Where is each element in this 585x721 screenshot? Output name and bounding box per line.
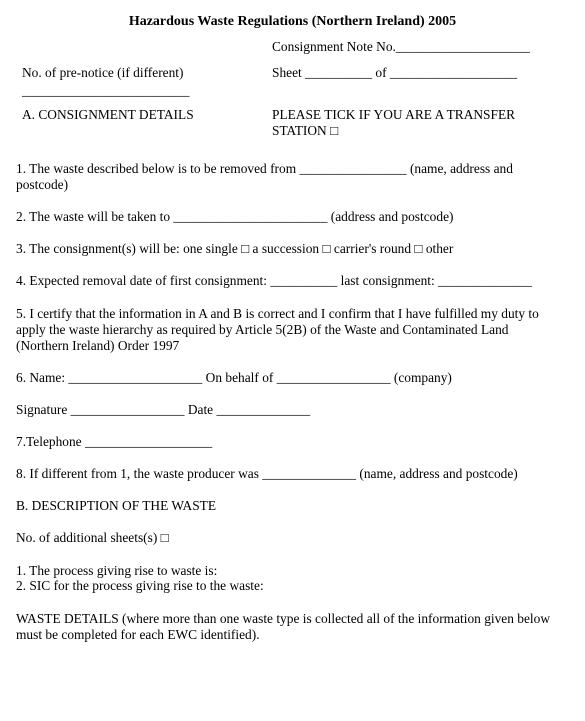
section-b-heading: B. DESCRIPTION OF THE WASTE	[16, 498, 217, 513]
question-1: 1. The waste described below is to be removed from ________________ (name, address and postcode)	[16, 161, 513, 192]
question-8: 8. If different from 1, the waste producer was ______________ (name, address and postcode)	[16, 466, 518, 481]
transfer-station-tick: PLEASE TICK IF YOU ARE A TRANSFER STATION □	[272, 107, 516, 138]
process-line: 1. The process giving rise to waste is:	[16, 563, 218, 578]
question-3: 3. The consignment(s) will be: one single □ a succession □ carrier's round □ other	[16, 241, 454, 256]
question-4: 4. Expected removal date of first consignment: __________ last consignment: ______________	[16, 273, 532, 288]
signature-date: Signature _________________ Date ______________	[16, 402, 311, 417]
waste-details: WASTE DETAILS (where more than one waste type is collected all of the information given below must be completed for each EWC identified).	[16, 611, 551, 642]
question-2: 2. The waste will be taken to _______________________ (address and postcode)	[16, 209, 454, 224]
form-title: Hazardous Waste Regulations (Northern Ireland) 2005	[128, 14, 457, 29]
sheet-of-field: Sheet __________ of ___________________	[272, 65, 518, 80]
additional-sheets: No. of additional sheets(s) □	[16, 530, 169, 545]
section-a-heading: A. CONSIGNMENT DETAILS	[22, 107, 194, 122]
question-6: 6. Name: ____________________ On behalf of _________________ (company)	[16, 370, 452, 385]
question-5-certification: 5. I certify that the information in A and B is correct and I confirm that I have fulfilled my duty to apply the waste hierarchy as required by Article 5(2B) of the Waste and Contaminated Land (Northern Ireland) Order 1997	[16, 306, 539, 353]
sic-line: 2. SIC for the process giving rise to the waste:	[16, 578, 264, 593]
question-7-telephone: 7.Telephone ___________________	[16, 434, 213, 449]
pre-notice-label: No. of pre-notice (if different)	[22, 65, 184, 80]
consignment-note-number: Consignment Note No.____________________	[272, 39, 530, 54]
pre-notice-blank: _________________________	[22, 83, 190, 98]
